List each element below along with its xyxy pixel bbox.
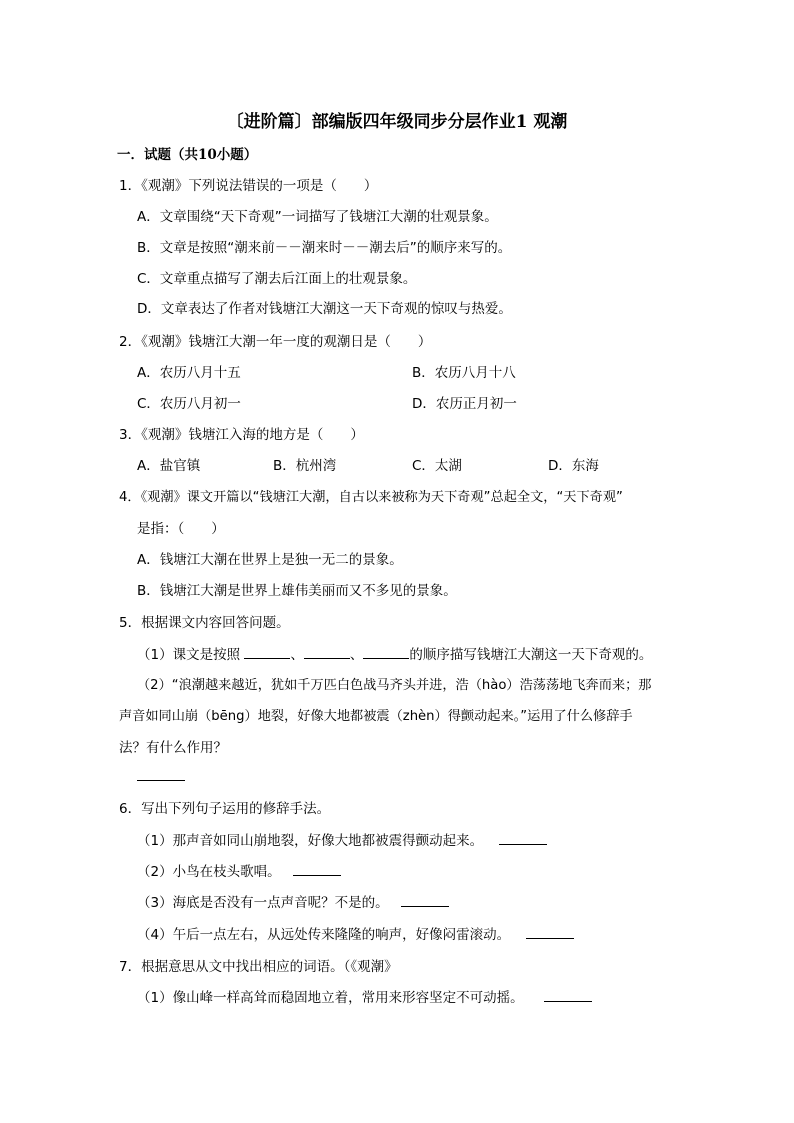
answer-blank[interactable] <box>526 926 574 939</box>
q6-sentence-1 <box>137 832 547 850</box>
q5-part2-line1: （2）“浪潮越来越近，犹如千万匹白色战马齐头并进，浩（hào）浩荡荡地飞奔而来；那 <box>137 678 652 693</box>
answer-blank[interactable] <box>293 863 341 876</box>
q3-stem: 3．《观潮》钱塘江入海的地方是（ ） <box>119 427 364 443</box>
q2-option-b: B．农历八月十八 <box>412 365 516 381</box>
q3-option-c: C．太湖 <box>412 458 462 474</box>
q4-stem: 4．《观潮》课文开篇以“钱塘江大潮，自古以来被称为天下奇观”总起全文，“天下奇观” <box>119 490 623 505</box>
q5-separator: 、 <box>349 647 364 663</box>
q5-separator: 、 <box>290 647 304 663</box>
q1-option-d: D．文章表达了作者对钱塘江大潮这一天下奇观的惊叹与热爱。 <box>137 301 512 317</box>
q6-sentence-2-text: （2）小鸟在枝头歌唱。 <box>137 864 281 880</box>
q6-sentence-3-text: （3）海底是否没有一点声音呢？不是的。 <box>137 895 389 911</box>
q3-option-a: A．盐官镇 <box>137 458 201 474</box>
q3-option-d: D．东海 <box>548 458 599 474</box>
q5-part2-answer <box>137 768 185 786</box>
page-title: 〔进阶篇〕部编版四年级同步分层作业1 观潮 <box>226 112 568 132</box>
q2-option-d: D．农历正月初一 <box>412 396 517 412</box>
q5-part1-start: （1）课文是按照 <box>137 647 241 663</box>
answer-blank[interactable] <box>363 646 409 659</box>
q4-stem-continued: 是指：（ ） <box>137 521 225 537</box>
q5-part1-end: 的顺序描写钱塘江大潮这一天下奇观的。 <box>409 647 653 663</box>
q4-option-b: B．钱塘江大潮是世界上雄伟美丽而又不多见的景象。 <box>137 583 457 599</box>
q7-sentence-1-text: （1）像山峰一样高耸而稳固地立着，常用来形容坚定不可动摇。 <box>137 990 524 1006</box>
section-heading: 一．试题（共10小题） <box>117 147 258 163</box>
q2-option-a: A．农历八月十五 <box>137 365 241 381</box>
q1-option-b: B．文章是按照“潮来前－－潮来时－－潮去后”的顺序来写的。 <box>137 240 512 256</box>
answer-blank[interactable] <box>401 894 449 907</box>
answer-blank[interactable] <box>304 646 350 659</box>
answer-blank[interactable] <box>544 989 592 1002</box>
q1-stem: 1．《观潮》下列说法错误的一项是（ ） <box>119 178 378 194</box>
q7-sentence-1 <box>137 989 592 1007</box>
answer-blank[interactable] <box>244 646 290 659</box>
q6-sentence-3 <box>137 894 449 912</box>
q6-sentence-2 <box>137 863 341 881</box>
answer-blank[interactable] <box>499 832 547 845</box>
answer-blank[interactable] <box>137 768 185 781</box>
q5-part2-line3: 法？有什么作用？ <box>119 740 227 756</box>
q7-stem: 7．根据意思从文中找出相应的词语。（《观潮》 <box>119 959 398 975</box>
q5-part2-line2: 声音如同山崩（bēng）地裂，好像大地都被震（zhèn）得颤动起来。”运用了什么修辞手 <box>119 709 633 724</box>
q6-sentence-4-text: （4）午后一点左右，从远处传来隆隆的响声，好像闷雷滚动。 <box>137 927 511 943</box>
q5-stem: 5．根据课文内容回答问题。 <box>119 615 290 631</box>
q6-sentence-4 <box>137 926 574 944</box>
q2-option-c: C．农历八月初一 <box>137 396 241 412</box>
q1-option-c: C．文章重点描写了潮去后江面上的壮观景象。 <box>137 271 417 287</box>
q6-stem: 6．写出下列句子运用的修辞手法。 <box>119 801 331 817</box>
q5-part1 <box>137 646 652 664</box>
q2-stem: 2．《观潮》钱塘江大潮一年一度的观潮日是（ ） <box>119 334 432 350</box>
q6-sentence-1-text: （1）那声音如同山崩地裂，好像大地都被震得颤动起来。 <box>137 833 484 849</box>
q3-option-b: B．杭州湾 <box>273 458 337 474</box>
q1-option-a: A．文章围绕“天下奇观”一词描写了钱塘江大潮的壮观景象。 <box>137 209 498 225</box>
q4-option-a: A．钱塘江大潮在世界上是独一无二的景象。 <box>137 552 403 568</box>
